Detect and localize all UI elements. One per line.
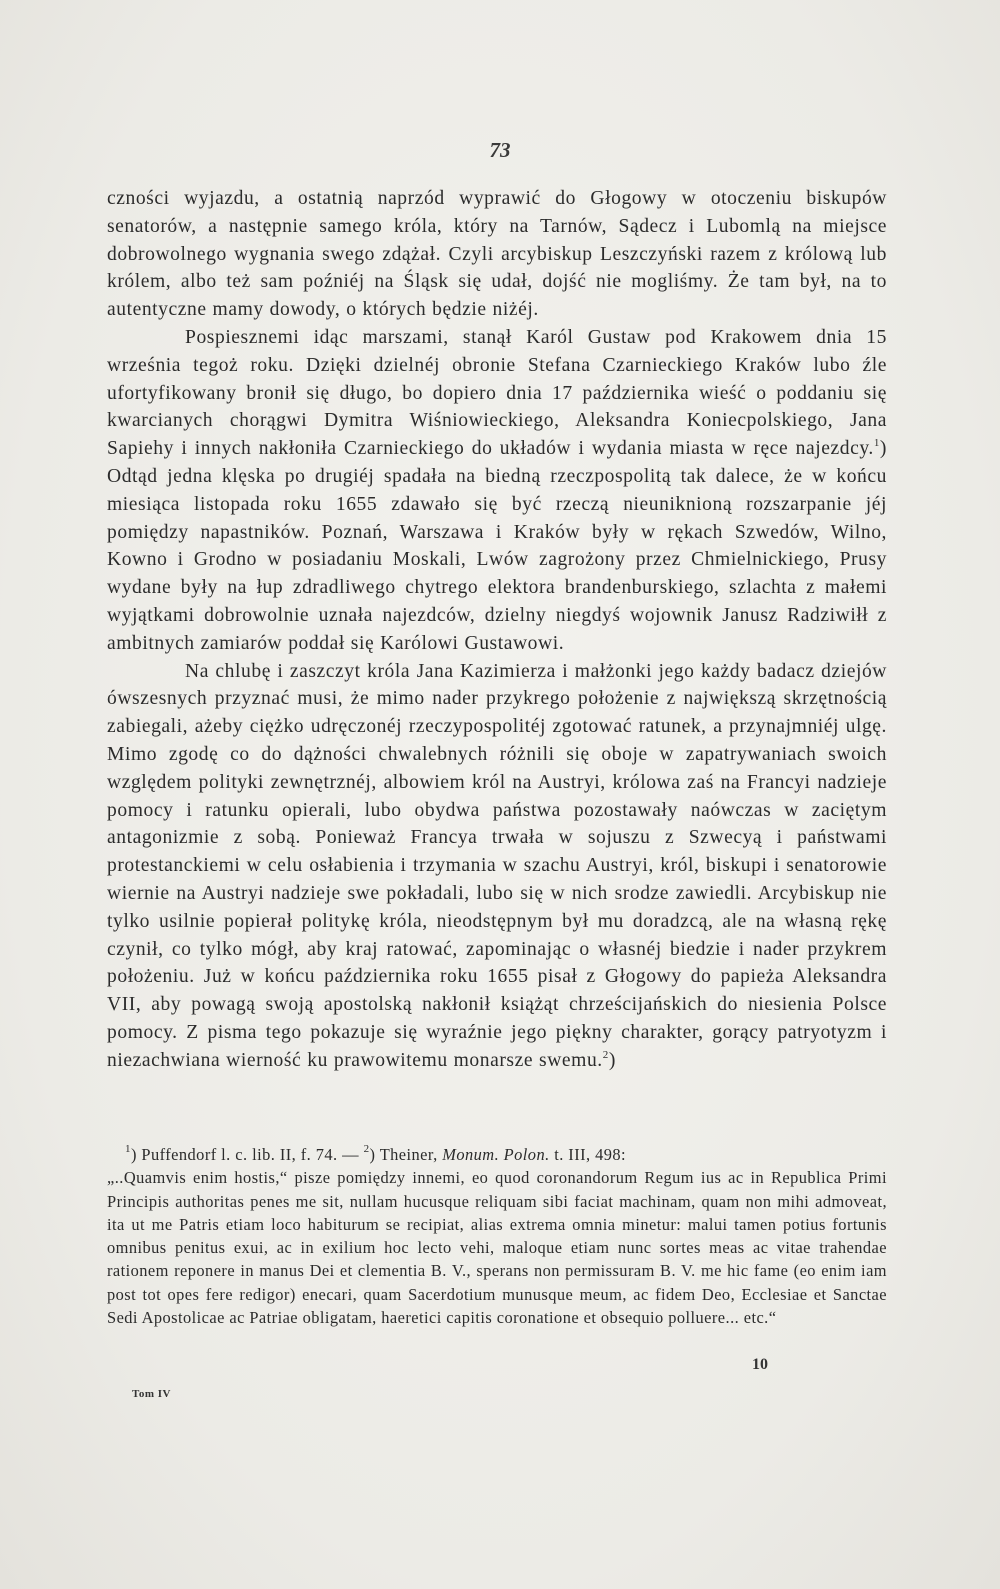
- footnote-2-title: Monum. Polon.: [442, 1145, 550, 1164]
- footnote-2-author: Theiner,: [379, 1145, 438, 1164]
- footnote-2-volume: t. III, 498:: [554, 1145, 627, 1164]
- footnote-mark-1: 1: [125, 1143, 131, 1155]
- footnote-ref-1: 1: [873, 437, 880, 450]
- footnote-1-text: Puffendorf l. c. lib. II, f. 74. —: [141, 1145, 359, 1164]
- paragraph-4-text: Na chlubę i zaszczyt króla Jana Kazimierza i małżonki jego każdy badacz dziejów ówszesnych przyznać musi, że mimo nader przykrego położenie z największą skrzętnością zabiegali, ażeby ciężko udręczonéj rzeczypospolitéj zgotować ratunek, a przynajmniéj ulgę. Mimo zgodę co do dążności chwalebnych różnili się oboje w zapatrywaniach swoich względem polityki zewnętrznéj, albowiem król na Austryi, królowa zaś na Francyi nadzieje pomocy i ratunku opierali, lubo obydwa państwa pozostawały naówczas w zaciętym antagonizmie z sobą. Ponieważ Francya trwała w sojuszu z Szwecyą i państwami protestanckiemi w celu osłabienia i trzymania w szachu Austryi, król, biskupi i senatorowie wiernie na Austryi nadzieje swe pokładali, lubo się w nich srodze zawiedli. Arcybiskup nie tylko usilnie popierał politykę króla, nieodstępnym był mu doradzcą, ale na własną rękę czynił, co tylko mógł, aby kraj ratować, zapominając o własnéj biedzie i nader przykrem położeniu. Już w końcu października roku 1655 pisał z Głogowy do papieża Aleksandra VII, aby powagą swoją apostolską nakłonił książąt chrześcijańskich do niesienia Polsce pomocy. Z pisma tego pokazuje się wyraźnie jego piękny charakter, gorący patryotyzm i niezachwiana wierność ku prawowitemu monarsze swemu.: [107, 660, 887, 1071]
- paragraph-3-text: Odtąd jedna klęska po drugiéj spadała na biedną rzeczpospolitą tak dalece, że w końcu miesiąca listopada roku 1655 zdawało się być rzeczą nieuniknioną rozszarpanie jéj pomiędzy napastników. Poznań, Warszawa i Kraków były w rękach Szwedów, Wilno, Kowno i Grodno w posiadaniu Moskali, Lwów zagrożony przez Chmielnickiego, Prusy wydane były na łup zdradliwego chytrego elektora brandenburskiego, szlachta z małemi wyjątkami dobrowolnie uznała najezdców, dzielny niegdyś wojownik Janusz Radziwiłł z ambitnych zamiarów poddał się Karólowi Gustawowi.: [107, 465, 887, 654]
- paragraph-2: Pospiesznemi idąc marszami, stanął Karól Gustaw pod Krakowem dnia 15 września tegoż roku. Dzięki dzielnéj obronie Stefana Czarnieckiego Kraków lubo źle ufortyfikowany bronił się długo, bo dopiero dnia 17 października wieść o poddaniu się kwarcianych chorągwi Dymitra Wiśniowieckiego, Aleksandra Koniecpolskiego, Jana Sapiehy i innych nakłoniła Czarnieckiego do układów i wydania miasta w ręce najezdcy.$^1$) Odtąd jedna klęska po drugiéj spadała na biedną rzeczpospolitą tak dalece, że w końcu miesiąca listopada roku 1655 zdawało się być rzeczą nieuniknioną rozszarpanie jéj pomiędzy napastników. Poznań, Warszawa i Kraków były w rękach Szwedów, Wilno, Kowno i Grodno w posiadaniu Moskali, Lwów zagrożony przez Chmielnickiego, Prusy wydane były na łup zdradliwego chytrego elektora brandenburskiego, szlachta z małemi wyjątkami dobrowolnie uznała najezdców, dzielny niegdyś wojownik Janusz Radziwiłł z ambitnych zamiarów poddał się Karólowi Gustawowi.: [107, 326, 887, 654]
- footnote-mark-2: 2: [363, 1143, 370, 1155]
- footnote-2-quote: „..Quamvis enim hostis,“ pisze pomiędzy innemi, eo quod coronandorum Regum ius ac in Republica Primi Principis authoritas penes me sit, nullam hucusque reliquam sibi faciat machinam, quam non mihi admoveat, ita ut me Patris etiam loco habiturum se recipiat, alias extrema omnia minetur: malui tamen potius fortunis omnibus penitus exui, ac in exilium hoc lecto vehi, maloque etiam nunc sortes meas ac vitae trahendae rationem reponere in manus Dei et clementia B. V., sperans non permissuram B. V. me hic fame (eo enim iam post tot opes fere redigor) enecari, quam Sacerdotium munusque meum, ac fidem Deo, Ecclesiae et Sanctae Sedi Apostolicae ac Patriae obligatam, haeretici capitis coronatione et obsequio polluere... etc.“: [107, 1168, 887, 1328]
- body-text: [107, 185, 887, 1075]
- footnote-1: $^1$) Puffendorf l. c. lib. II, f. 74. — $^2$) Theiner, Monum. Polon. t. III, 498:: [125, 1143, 627, 1164]
- page-number: 73: [489, 138, 511, 162]
- sheet-number: 10: [752, 1356, 768, 1373]
- footnotes: [107, 1143, 887, 1329]
- paragraph-4: Na chlubę i zaszczyt króla Jana Kazimierza i małżonki jego każdy badacz dziejów ówszesnych przyznać musi, że mimo nader przykrego położenie z największą skrzętnością zabiegali, ażeby ciężko udręczonéj rzeczypospolitéj zgotować ratunek, a przynajmniéj ulgę. Mimo zgodę co do dążności chwalebnych różnili się oboje w zapatrywaniach swoich względem polityki zewnętrznéj, albowiem król na Austryi, królowa zaś na Francyi nadzieje pomocy i ratunku opierali, lubo obydwa państwa pozostawały naówczas w zaciętym antagonizmie z sobą. Ponieważ Francya trwała w sojuszu z Szwecyą i państwami protestanckiemi w celu osłabienia i trzymania w szachu Austryi, król, biskupi i senatorowie wiernie na Austryi nadzieje swe pokładali, lubo się w nich srodze zawiedli. Arcybiskup nie tylko usilnie popierał politykę króla, nieodstępnym był mu doradzcą, ale na własną rękę czynił, co tylko mógł, aby kraj ratować, zapominając o własnéj biedzie i nader przykrem położeniu. Już w końcu października roku 1655 pisał z Głogowy do papieża Aleksandra VII, aby powagą swoją apostolską nakłonił książąt chrześcijańskich do niesienia Polsce pomocy. Z pisma tego pokazuje się wyraźnie jego piękny charakter, gorący patryotyzm i niezachwiana wierność ku prawowitemu monarsze swemu.$^2$): [107, 660, 887, 1071]
- volume-signature: Tom IV: [132, 1388, 171, 1400]
- paragraph-1: czności wyjazdu, a ostatnią naprzód wyprawić do Głogowy w otoczeniu biskupów senatorów, a następnie samego króla, który na Tarnów, Sądecz i Lubomlą na miejsce dobrowolnego wygnania swego zdążał. Czyli arcybiskup Leszczyński razem z królową lub królem, albo też sam poźniéj na Śląsk się udał, dojść nie mogliśmy. Że tam był, na to autentyczne mamy dowody, o których będzie niżéj.: [107, 188, 887, 321]
- footnote-ref-2: 2: [602, 1048, 609, 1061]
- paragraph-2-text: Pospiesznemi idąc marszami, stanął Karól Gustaw pod Krakowem dnia 15 września tegoż roku. Dzięki dzielnéj obronie Stefana Czarnieckiego Kraków lubo źle ufortyfikowany bronił się długo, bo dopiero dnia 17 października wieść o poddaniu się kwarcianych chorągwi Dymitra Wiśniowieckiego, Aleksandra Koniecpolskiego, Jana Sapiehy i innych nakłoniła Czarnieckiego do układów i wydania miasta w ręce najezdcy.: [107, 326, 887, 460]
